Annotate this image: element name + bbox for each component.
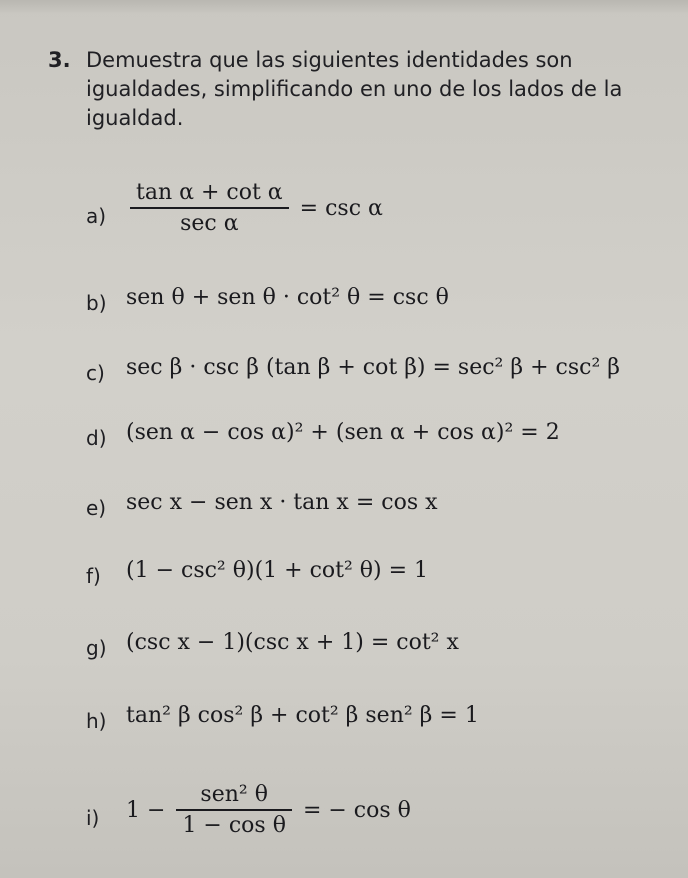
- fraction-bar: [176, 809, 292, 811]
- fraction-numerator: tan α + cot α: [136, 180, 283, 205]
- fraction: [130, 180, 289, 236]
- identity-b: [86, 285, 666, 325]
- fraction-numerator: sen² θ: [200, 782, 268, 807]
- identity-label: a): [86, 204, 107, 228]
- identity-expression: sec β · csc β (tan β + cot β) = sec² β + csc² β: [126, 355, 620, 380]
- fraction-bar: [130, 207, 289, 209]
- identity-expression: sec x − sen x · tan x = cos x: [126, 490, 438, 515]
- paper-fold-shadow: [0, 0, 688, 14]
- problem-number: 3.: [48, 48, 71, 72]
- problem-instruction: Demuestra que las siguientes identidades son igualdades, simplificando en uno de los lados de la igualdad.: [86, 48, 623, 130]
- identity-expression: (1 − csc² θ)(1 + cot² θ) = 1: [126, 558, 429, 583]
- identity-expression: (csc x − 1)(csc x + 1) = cot² x: [126, 630, 459, 655]
- identity-label: c): [86, 361, 105, 385]
- identity-label: h): [86, 709, 107, 733]
- identity-lhs: 1 −: [126, 797, 166, 823]
- identity-h: [86, 703, 666, 743]
- identity-f: [86, 558, 666, 598]
- identity-expression: [126, 782, 411, 838]
- identity-a: [86, 180, 666, 250]
- identity-g: [86, 630, 666, 670]
- identity-rhs: = − cos θ: [302, 797, 411, 823]
- identity-expression: (sen α − cos α)² + (sen α + cos α)² = 2: [126, 420, 560, 445]
- identity-label: i): [86, 806, 100, 830]
- identity-e: [86, 490, 666, 530]
- identity-expression: [126, 180, 383, 236]
- identity-label: b): [86, 291, 107, 315]
- identity-label: e): [86, 496, 107, 520]
- fraction-denominator: 1 − cos θ: [182, 813, 286, 838]
- identity-rhs: = csc α: [299, 195, 383, 221]
- identity-expression: sen θ + sen θ · cot² θ = csc θ: [126, 285, 449, 310]
- identity-label: g): [86, 636, 107, 660]
- fraction-denominator: sec α: [180, 211, 239, 236]
- identity-expression: tan² β cos² β + cot² β sen² β = 1: [126, 703, 479, 728]
- identity-i: [86, 782, 666, 862]
- identity-c: [86, 355, 666, 395]
- fraction: [176, 782, 292, 838]
- identity-label: f): [86, 564, 101, 588]
- identity-d: [86, 420, 666, 460]
- identity-label: d): [86, 426, 107, 450]
